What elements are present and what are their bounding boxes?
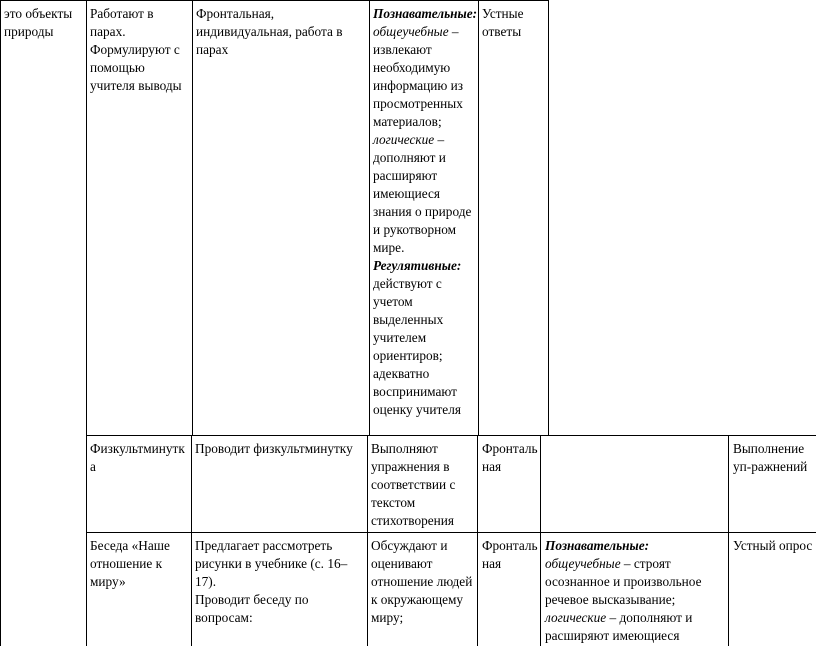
row1-competencies-cell (373, 5, 476, 419)
row2-teacher-activity-cell (195, 440, 365, 458)
row1-assessment-text: Устные ответы (482, 6, 524, 39)
col-divider-1 (86, 0, 87, 646)
col-divider-2-lower (191, 435, 192, 646)
row2-control-text: Выполнение уп-ражнений (733, 441, 808, 474)
row3-logical-text: – дополняют и расширяют имеющиеся (545, 610, 693, 643)
row1-student-activity-text: Работают в парах. Формулируют с помощью учителя выводы (90, 6, 182, 93)
row3-work-form-text: Фронтальная (482, 538, 538, 571)
row3-control-text: Устный опрос (733, 538, 813, 553)
row3-competencies-cell (545, 537, 726, 645)
row1-regulatory-label: Регулятивные: (373, 258, 462, 273)
row3-control-cell (733, 537, 816, 555)
row1-topic-text: это объекты природы (4, 6, 73, 39)
col-divider-4-lower (477, 435, 478, 646)
row1-logical-label: логические (373, 132, 435, 147)
row1-work-form-cell (196, 5, 366, 59)
table-border-top (0, 0, 548, 1)
row3-teacher-activity-line1: Предлагает рассмотреть рисунки в учебнике (с. 16–17). (195, 538, 348, 589)
row1-logical-text: – дополняют и расширяют имеющиеся знания о природе и рукотворном мире. (373, 132, 472, 255)
row3-logical-label: логические (545, 610, 607, 625)
row3-student-activity-text: Обсуждают и оценивают отношение людей к окружающему миру; (371, 538, 473, 625)
row1-regulatory-text: действуют с учетом выделенных учителем ориентиров; адекватно воспринимают оценку учителя (373, 276, 461, 417)
col-divider-2-row1 (192, 0, 193, 435)
row1-assessment-cell (482, 5, 544, 41)
row2-student-activity-cell (371, 440, 473, 530)
col-divider-4-row1 (478, 0, 479, 435)
row1-cognitive-label: Познавательные: (373, 6, 478, 21)
col-divider-6-lower (728, 435, 729, 646)
row1-general-text: – извлекают необходимую информацию из просмотренных материалов; (373, 24, 464, 129)
row3-teacher-activity-line2: Проводит беседу по вопросам: (195, 592, 309, 625)
row1-student-activity-cell (90, 5, 190, 95)
row2-teacher-activity-text: Проводит физкультминутку (195, 441, 353, 456)
row1-work-form-text: Фронтальная, индивидуальная, работа в парах (196, 6, 343, 57)
row1-general-label: общеучебные (373, 24, 449, 39)
row1-topic-cell (4, 5, 84, 41)
row2-work-form-text: Фронтальная (482, 441, 538, 474)
row3-teacher-activity-cell (195, 537, 365, 627)
row3-general-text: – строят осознанное и произвольное речевое высказывание; (545, 556, 702, 607)
col-divider-5-row1 (548, 0, 549, 435)
row3-stage-text: Беседа «Наше отношение к миру» (90, 538, 170, 589)
table-border-left (0, 0, 1, 646)
row2-bottom-border (86, 532, 816, 533)
row3-student-activity-cell (371, 537, 473, 627)
col-divider-3-lower (367, 435, 368, 646)
row2-stage-text: Физкультминутка (90, 441, 185, 474)
row2-work-form-cell (482, 440, 538, 476)
col-divider-5-lower (540, 435, 541, 646)
row3-work-form-cell (482, 537, 538, 573)
row3-general-label: общеучебные (545, 556, 621, 571)
row2-control-cell (733, 440, 816, 476)
row2-stage-cell (90, 440, 188, 476)
row3-stage-cell (90, 537, 188, 591)
col-divider-3-row1 (369, 0, 370, 435)
row2-student-activity-text: Выполняют упражнения в соответствии с текстом стихотворения (371, 441, 456, 528)
row3-cognitive-label: Познавательные: (545, 538, 650, 553)
row1-bottom-border (86, 435, 816, 436)
